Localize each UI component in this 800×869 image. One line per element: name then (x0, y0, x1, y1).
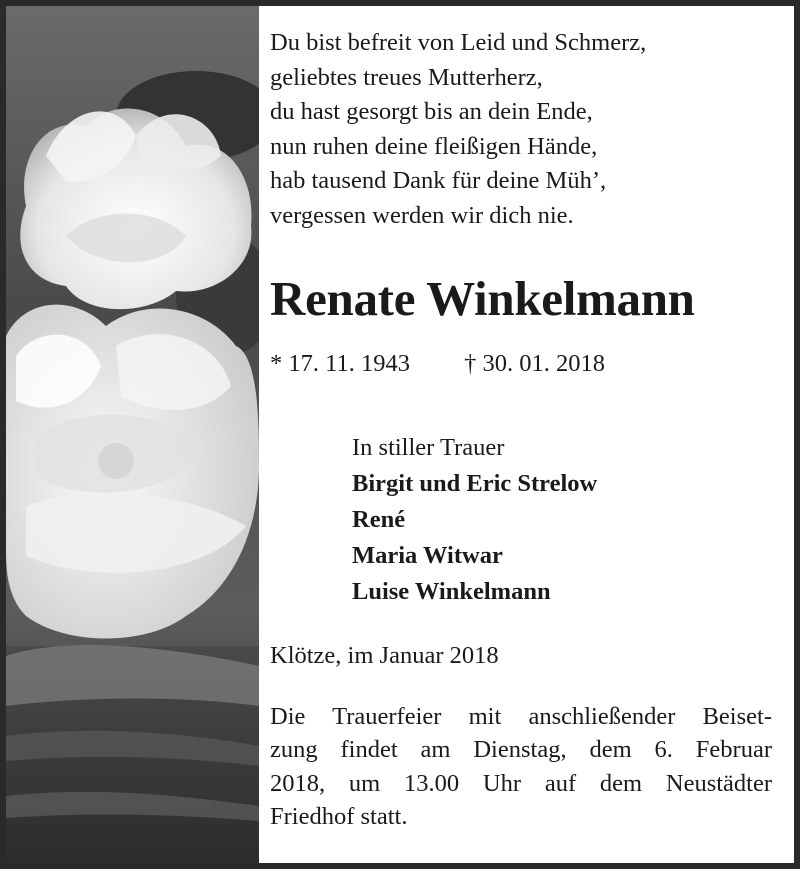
water-lily-photo (6, 6, 259, 863)
notice-line: Die Trauerfeier mit anschließender Beiset- (270, 702, 772, 730)
poem-line: du hast gesorgt bis an dein Ende, (270, 98, 593, 126)
death-date: † 30. 01. 2018 (464, 349, 605, 377)
funeral-notice (270, 700, 772, 834)
poem (270, 26, 790, 234)
mourner-name: René (352, 505, 406, 533)
poem-line: Du bist befreit von Leid und Schmerz, (270, 29, 647, 56)
mourning-intro: In stiller Trauer (352, 433, 505, 461)
mourner-name: Birgit und Eric Strelow (352, 469, 598, 497)
deceased-name: Renate Winkelmann (270, 270, 695, 326)
poem-line: hab tausend Dank für deine Müh’, (270, 167, 607, 195)
life-dates (270, 348, 790, 380)
mourner-name: Maria Witwar (352, 541, 503, 569)
poem-line: vergessen werden wir dich nie. (270, 201, 574, 229)
obituary-text (270, 26, 790, 834)
notice-line: 2018, um 13.00 Uhr auf dem Neustädter (270, 769, 772, 797)
notice-line: zung findet am Dienstag, dem 6. Februar (270, 736, 772, 764)
mourners (352, 430, 790, 610)
mourner-name: Luise Winkelmann (352, 577, 551, 605)
notice-line: Friedhof statt. (270, 803, 408, 831)
birth-date: * 17. 11. 1943 (270, 349, 410, 377)
poem-line: nun ruhen deine fleißigen Hände, (270, 132, 598, 160)
place-date: Klötze, im Januar 2018 (270, 641, 499, 669)
poem-line: geliebtes treues Mutterherz, (270, 63, 543, 91)
